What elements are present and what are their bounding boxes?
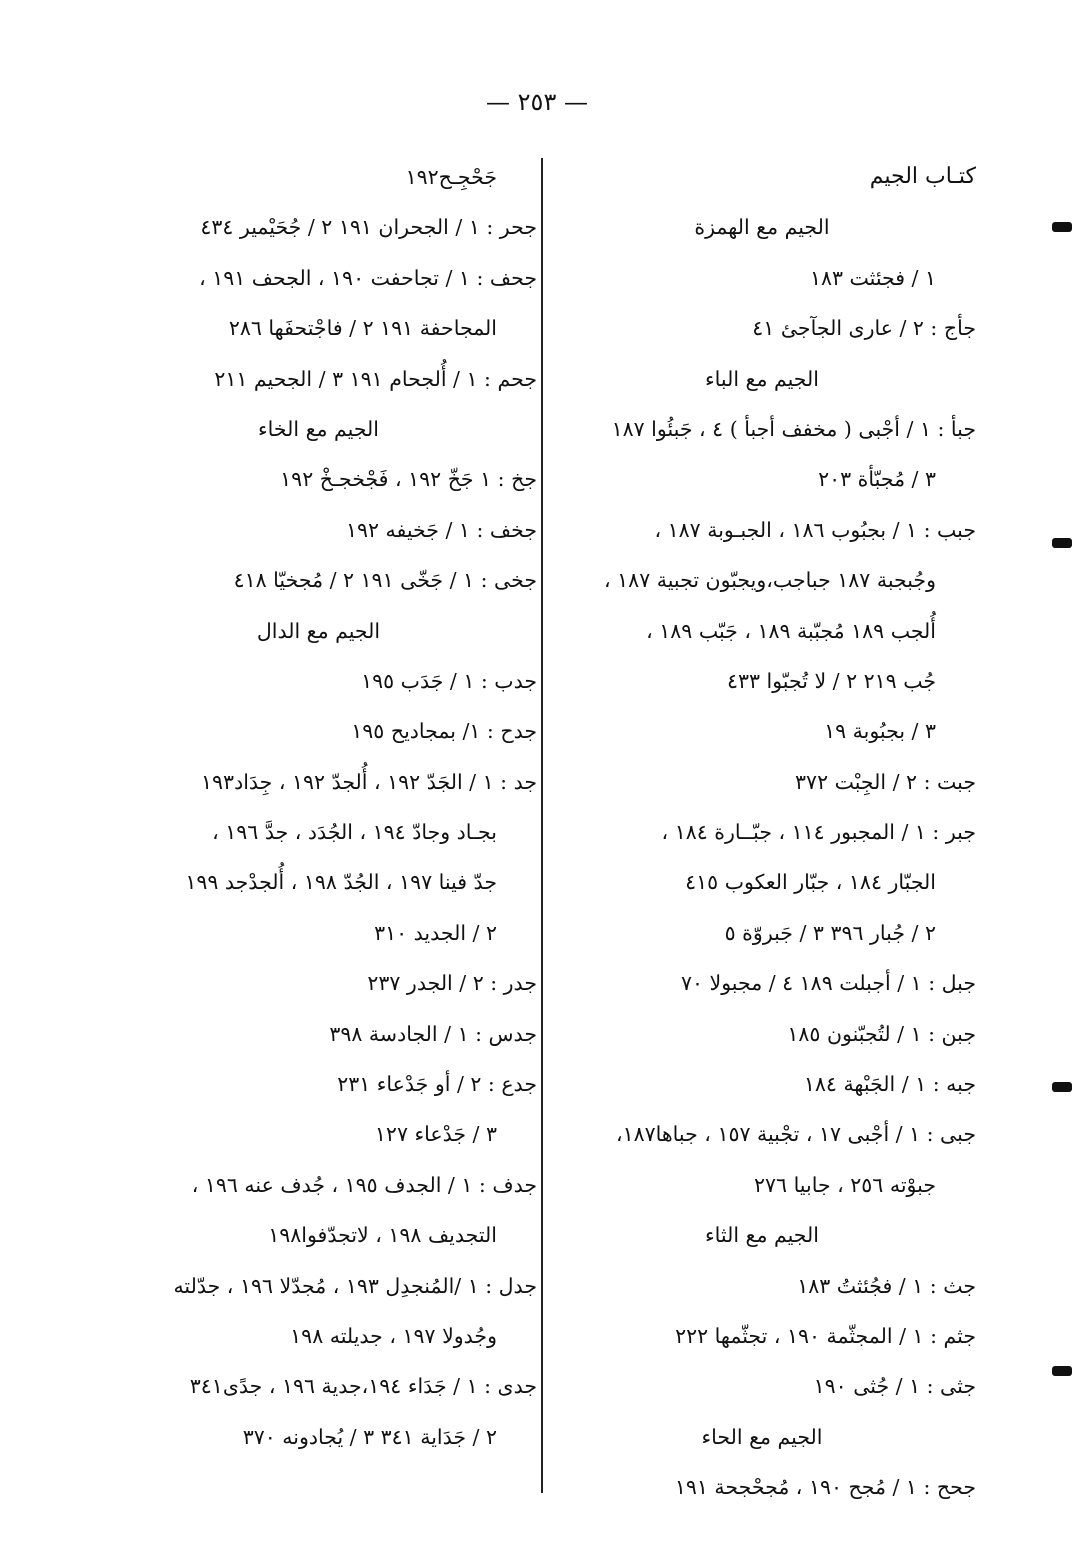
margin-mark <box>1052 1082 1072 1092</box>
index-entry: جبب : ١ / بجبُوب ١٨٦ ، الجبـوبة ١٨٧ ، <box>654 517 976 542</box>
section-heading: الجيم مع الثاء <box>705 1223 819 1248</box>
index-entry: ٢ / جَدَاية ٣٤١ ٣ / يُجادونه ٣٧٠ <box>242 1424 497 1449</box>
index-entry: جحر : ١ / الجحران ١٩١ ٢ / جُحَيْمير ٤٣٤ <box>200 215 537 240</box>
index-entry: جبر : ١ / المجبور ١١٤ ، جبّــارة ١٨٤ ، <box>661 820 976 845</box>
section-heading: الجيم مع الدال <box>256 618 381 643</box>
index-entry: ٢ / جُبار ٣٩٦ ٣ / جَبروّة ٥ <box>724 920 936 945</box>
margin-mark <box>1052 538 1072 548</box>
index-entry: أُلجب ١٨٩ مُجبّبة ١٨٩ ، جَبّب ١٨٩ ، <box>646 618 936 643</box>
index-entry: ٣ / جَدْعاء ١٢٧ <box>374 1122 497 1147</box>
section-heading: الجيم مع الحاء <box>701 1424 823 1449</box>
index-entry: جدع : ٢ / أو جَدْعاء ٢٣١ <box>337 1072 537 1097</box>
index-entry: جحف : ١ / تجاحفت ١٩٠ ، الجحف ١٩١ ، <box>199 265 537 290</box>
index-entry: جبى : ١ / أجْبى ١٧ ، تجْبية ١٥٧ ، جباها١٨٧، <box>615 1122 976 1147</box>
left-column <box>100 152 537 1462</box>
margin-mark <box>1052 1366 1072 1376</box>
index-entry: جدح : ١/ بمجاديح ١٩٥ <box>351 719 537 744</box>
index-entry: جَحْجِـح١٩٢ <box>405 165 497 189</box>
index-entry: جخ : ١ جَخّ ١٩٢ ، فَجْخجـخْ ١٩٢ <box>280 467 537 492</box>
index-entry: ٣ / بجبُوبة ١٩ <box>824 719 936 744</box>
index-entry: وجُبجبة ١٨٧ جباجب،ويجبّون تجبية ١٨٧ ، <box>604 568 936 593</box>
index-entry: جد : ١ / الجَدّ ١٩٢ ، أُلجدّ ١٩٢ ، جِدَاد١٩٣ <box>201 769 537 794</box>
index-entry: ١ / فجئثت ١٨٣ <box>809 265 936 290</box>
column-divider <box>541 158 543 1493</box>
right-column <box>548 152 976 1513</box>
index-entry: وجُدولا ١٩٧ ، جديلته ١٩٨ <box>290 1323 497 1348</box>
index-entry: الجبّار ١٨٤ ، جبّار العكوب ٤١٥ <box>685 870 936 895</box>
section-heading: الجيم مع الهمزة <box>694 215 830 240</box>
index-entry: جثى : ١ / جُثى ١٩٠ <box>813 1374 976 1399</box>
index-entry: جُب ٢١٩ ٢ / لا تُجبّوا ٤٣٣ <box>726 668 936 693</box>
index-entry: جبن : ١ / لتُجبّنون ١٨٥ <box>787 1021 976 1046</box>
index-entry: جبأ : ١ / أجْبى ( مخفف أجبأ ) ٤ ، جَبئُوا ١٨٧ <box>611 416 976 441</box>
index-entry: جحم : ١ / أُلجحام ١٩١ ٣ / الجحيم ٢١١ <box>214 366 537 391</box>
index-entry: جثم : ١ / المجثّمة ١٩٠ ، تجثّمها ٢٢٢ <box>675 1323 976 1348</box>
section-heading: الجيم مع الباء <box>705 366 819 391</box>
index-entry: جدل : ١ /المُنجدِل ١٩٣ ، مُجدّلا ١٩٦ ، جدّلته <box>173 1273 537 1298</box>
section-heading: الجيم مع الخاء <box>258 416 379 441</box>
index-entry: جبل : ١ / أجبلت ١٨٩ ٤ / مجبولا ٧٠ <box>680 971 976 996</box>
index-entry: جدّ فينا ١٩٧ ، الجُدّ ١٩٨ ، أُلجدْجد ١٩٩ <box>185 870 497 895</box>
page-number: — ٢٥٣ — <box>486 88 588 116</box>
section-heading: كتـاب الجيم <box>869 164 976 189</box>
index-entry: ٢ / الجديد ٣١٠ <box>374 920 497 945</box>
index-entry: جدر : ٢ / الجدر ٢٣٧ <box>367 971 537 996</box>
index-entry: جحح : ١ / مُجح ١٩٠ ، مُجحْجحة ١٩١ <box>674 1475 976 1500</box>
index-entry: جث : ١ / فجُئثتُ ١٨٣ <box>797 1273 976 1298</box>
index-entry: جدس : ١ / الجادسة ٣٩٨ <box>329 1021 537 1046</box>
index-entry: جدب : ١ / جَدَب ١٩٥ <box>361 668 537 693</box>
index-entry: جدى : ١ / جَدَاء ١٩٤،جدية ١٩٦ ، جدًى٣٤١ <box>189 1374 537 1399</box>
index-entry: ٣ / مُجبّأة ٢٠٣ <box>818 467 936 492</box>
index-entry: جدف : ١ / الجدف ١٩٥ ، جُدف عنه ١٩٦ ، <box>191 1172 537 1197</box>
index-entry: جبه : ١ / الجَبْهة ١٨٤ <box>803 1072 976 1097</box>
index-entry: المجاحفة ١٩١ ٢ / فاجْتحفَها ٢٨٦ <box>228 316 497 341</box>
index-entry: جبوْته ٢٥٦ ، جابيا ٢٧٦ <box>754 1172 936 1197</box>
index-entry: جأج : ٢ / عارى الجآجئ ٤١ <box>752 316 976 341</box>
index-entry: جخى : ١ / جَخّى ١٩١ ٢ / مُجخيّا ٤١٨ <box>233 568 537 593</box>
index-entry: بجـاد وجادّ ١٩٤ ، الجُدَد ، جدَّ ١٩٦ ، <box>212 820 497 845</box>
index-entry: التجديف ١٩٨ ، لاتجدّفوا١٩٨ <box>268 1223 497 1248</box>
index-entry: جبت : ٢ / الجِبْت ٣٧٢ <box>795 769 976 794</box>
index-entry: جخف : ١ / جَخيفه ١٩٢ <box>345 517 537 542</box>
margin-mark <box>1052 222 1072 232</box>
